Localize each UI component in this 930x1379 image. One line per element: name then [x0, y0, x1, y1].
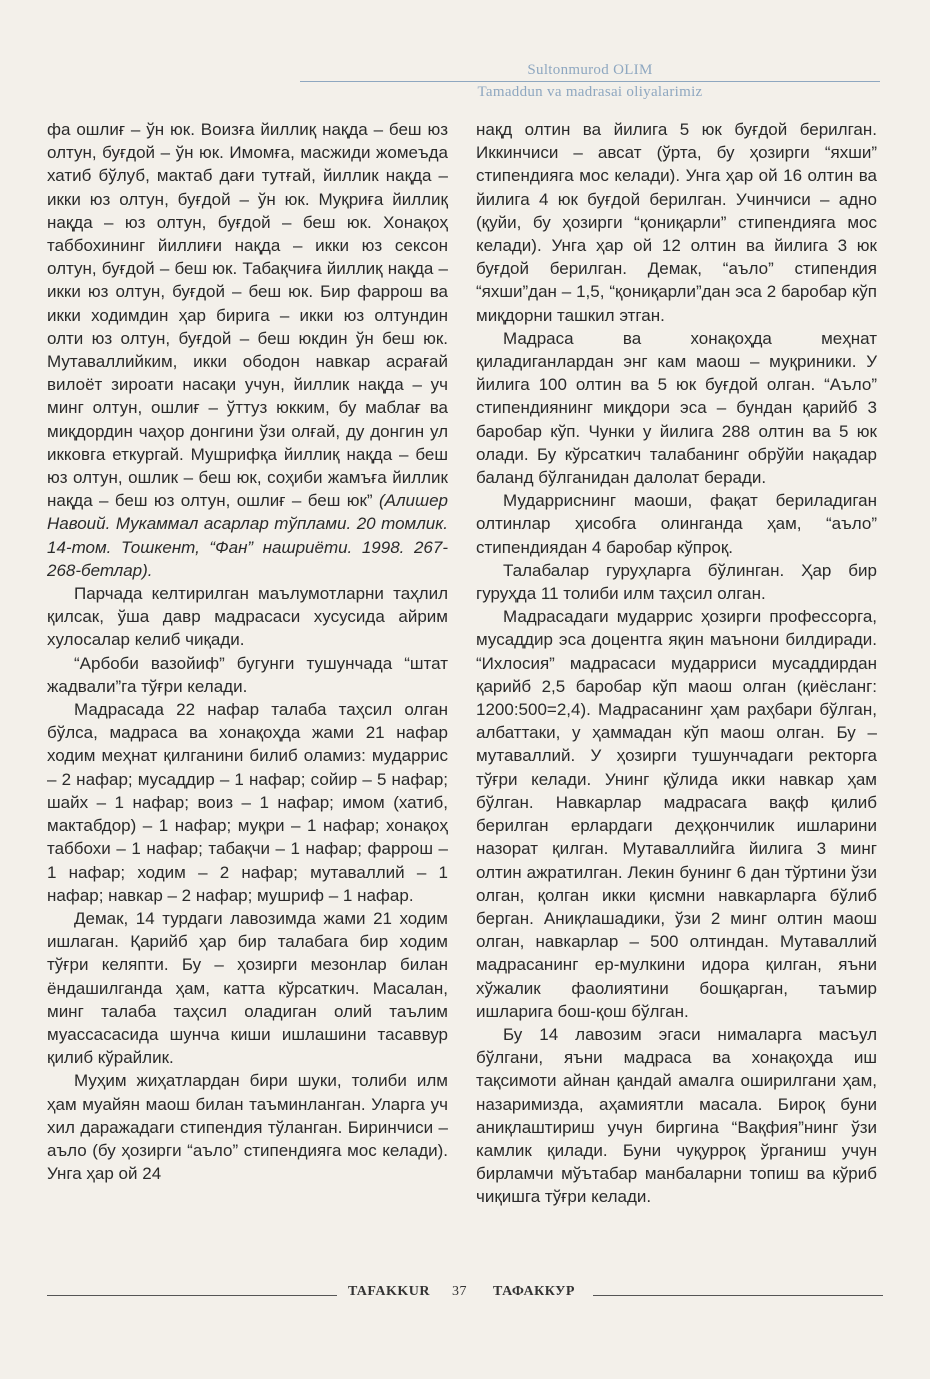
footer-journal-latin: TAFAKKUR [348, 1284, 431, 1299]
footer-rule-left [47, 1295, 337, 1296]
paragraph: “Арбоби вазойиф” бугунги тушунчада “штат жадвали”га тўғри келади. [47, 653, 448, 696]
paragraph: Муҳим жиҳатлардан бири шуки, толиби илм ҳам муайян маош билан таъминланган. Уларга уч хил даражадаги стипендия тўланган. Биринчиси – аъло (бу ҳозирги “аъло” стипендияга мос келади). Унга ҳар ой 24 [47, 1071, 448, 1184]
paragraph: Парчада келтирилган маълумотларни таҳлил қилсак, ўша давр мадрасаси хусусида айрим хулосалар келиб чиқади. [47, 584, 448, 650]
footer-journal-cyrillic: ТАФАККУР [493, 1284, 575, 1299]
paragraph: Бу 14 лавозим эгаси нималарга масъул бўлгани, яъни мадраса ва хонақоҳда иш тақсимоти айнан қандай амалга оширилгани ҳам, назаримизда, аҳамиятли масала. Бироқ буни аниқлаштириш учун биргина “Вақфия”нинг ўзи камлик қилади. Буни чуқурроқ ўрганиш учун бирламчи мўътабар манбаларни топиш ва кўриб чиқишга тўғри келади. [476, 1024, 877, 1207]
paragraph: Мударриснинг маоши, фақат бериладиган олтинлар ҳисобга олинганда ҳам, “аъло” стипендиядан 4 баробар кўпроқ. [476, 491, 877, 557]
header-series-title: Tamaddun va madrasai oliyalarimiz [477, 84, 703, 100]
paragraph: Демак, 14 турдаги лавозимда жами 21 ходим ишлаган. Қарийб ҳар бир талабага бир ходим тўғри келяпти. Бу – ҳозирги мезонлар билан ёндашилганда ҳам, катта кўрсаткич. Масалан, минг талаба таҳсил оладиган олий таълим муассасасида шунча киши ишлашини тасаввур қилиб кўрайлик. [47, 908, 448, 1068]
running-header [300, 62, 880, 101]
right-text-column [476, 118, 877, 1209]
paragraph: Талабалар гуруҳларга бўлинган. Ҳар бир гуруҳда 11 толиби илм таҳсил олган. [476, 560, 877, 604]
footer-rule-right [593, 1295, 883, 1296]
paragraph: нақд олтин ва йилига 5 юк буғдой берилган. Иккинчиси – авсат (ўрта, бу ҳозирги “яхши” стипендияга мос келади). Унга ҳар ой 16 олтин ва йилига 4 юк буғдой берилган. Учинчиси – адно (қуйи, бу ҳозирги “қониқарли” стипендияга мос келади). Унга ҳар ой 12 олтин ва йилига 3 юк буғдой берилган. Демак, “аъло” стипендия “яхши”дан – 1,5, “қониқарли”дан эса 2 баробар кўп миқдорни ташкил этган. [476, 120, 877, 325]
paragraph [47, 118, 448, 582]
paragraph: Мадрасадаги мударрис ҳозирги профессорга, мусаддир эса доцентга яқин маънони билдиради. “Ихлосия” мадрасаси мударриси мусаддирдан қарийб 2,5 баробар кўп маош олган (қиёсланг: 1200:500=2,4). Мадрасанинг ҳам раҳбари бўлган, албаттаки, у ҳаммадан кўп маош олган. Бу – мутаваллий. У ҳозирги тушунчадаги ректорга тўғри келади. Унинг қўлида икки навкар ҳам бўлган. Навкарлар мадрасага вақф қилиб берилган ерлардаги деҳқончилик ишларини назорат қилган. Мутаваллийга йилига 3 минг олтин ажратилган. Лекин бунинг 6 дан тўртини ўзи олган, қолган икки қисмни навкарларга бўлиб берган. Аниқлашадики, ўзи 2 минг олтин маош олган, навкарлар – 500 олтиндан. Мутаваллий мадрасанинг ер-мулкини идора қилган, яъни хўжалик фаолиятини бошқарган, таъмир ишларига бош-қош бўлган. [476, 607, 877, 1021]
paragraph-text: фа ошлиғ – ўн юк. Воизға йиллиқ нақда – беш юз олтун, буғдой – ўн юк. Имомға, масжиди жомеъда хатиб бўлуб, мактаб дағи тутғай, йиллик нақда – икки юз олтун, буғдой – ўн юк. Муқриға йиллиқ нақда – юз олтун, буғдой – беш юк. Хонақоҳ таббохининг йиллиғи нақда – икки юз сексон олтун, буғдой – беш юк. Табақчиға йиллиқ нақда – икки юз олтун, буғдой – беш юк. Бир фаррош ва икки ходимдин ҳар бирига – икки юз олтундин олти юз олтун, буғдой – беш юкдин ўн беш юк. Мутаваллийким, икки ободон навкар асрағай вилоёт зироати насақи учун, йиллик нақда – уч минг олтун, ошлиғ – ўттуз юкким, бу маблағ ва миқдордин чаҳор донгини ўзи олғай, ду донгин ул икковга еткургай. Мушрифқа йиллиқ нақда – беш юз олтун, ошлик – беш юк, соҳиби жамъға йиллик нақда – беш юз олтун, ошлиғ – беш юк” [47, 120, 448, 511]
header-rule [300, 81, 880, 82]
citation: (Алишер Навоий. Мукаммал асарлар тўплами. 20 томлик. 14-том. Тошкент, “Фан” нашриёти. 1998. 267-268-бетлар). [47, 491, 448, 580]
paragraph: Мадрасада 22 нафар талаба таҳсил олган бўлса, мадраса ва хонақоҳда жами 21 нафар ходим меҳнат қилганини билиб оламиз: мударрис – 2 нафар; мусаддир – 1 нафар; сойир – 5 нафар; шайх – 1 нафар; воиз – 1 нафар; имом (хатиб, мактабдор) – 1 нафар; муқри – 1 нафар; хонақоҳ таббохи – 1 нафар; табақчи – 1 нафар; фаррош – 1 нафар; ходим – 2 нафар; мутаваллий – 1 нафар; навкар – 2 нафар; мушриф – 1 нафар. [47, 700, 448, 905]
header-author: Sultonmurod OLIM [527, 62, 653, 78]
left-text-column [47, 118, 448, 1185]
page-number: 37 [452, 1284, 467, 1299]
paragraph: Мадраса ва хонақоҳда меҳнат қиладиганлардан энг кам маош – муқриники. У йилига 100 олтин ва 5 юк буғдой олган. “Аъло” стипендиянинг миқдори эса – бундан қарийб 3 баробар кўп. Чунки у йилига 288 олтин ва 5 юк олади. Бу кўрсаткич талабанинг обрўйи нақадар баланд бўлганидан далолат беради. [476, 328, 877, 488]
page-footer [0, 1284, 930, 1304]
